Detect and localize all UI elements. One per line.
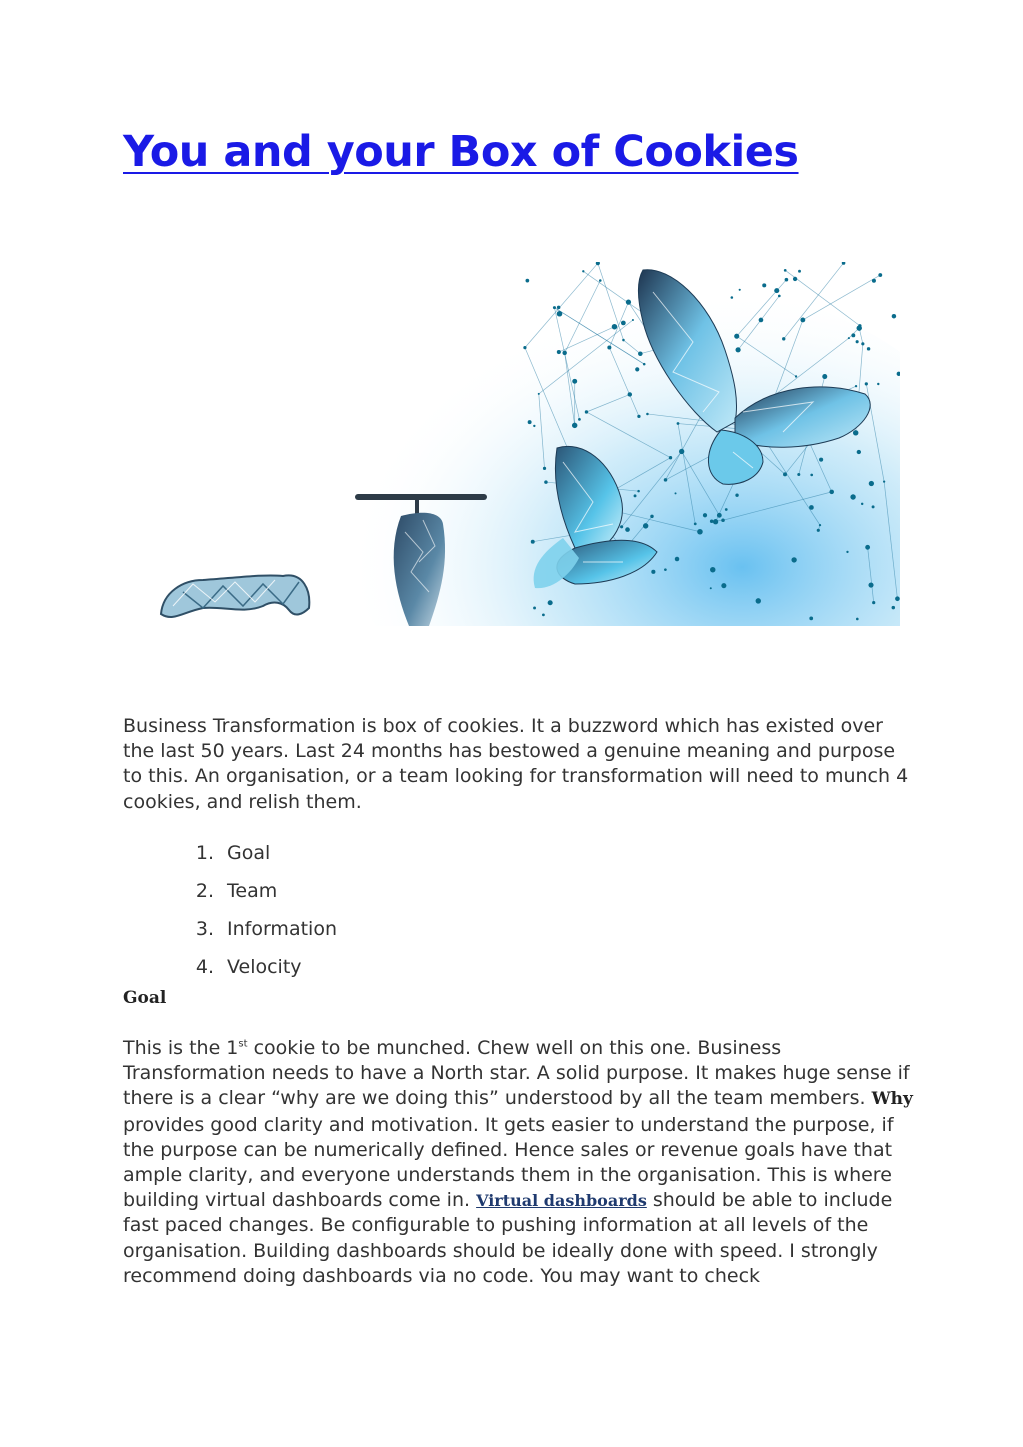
list-label: Information	[227, 918, 337, 940]
list-item	[123, 872, 337, 910]
intro-paragraph: Business Transformation is box of cookies. It a buzzword which has existed over the last 50 years. Last 24 months has bestowed a genuine meaning and purpose to this. An organisation, or a team looking for transformation will need to munch 4 cookies, and relish them.	[123, 715, 909, 813]
list-number: 4.	[195, 956, 214, 978]
cookie-list	[123, 834, 337, 986]
hero-image	[123, 262, 900, 626]
list-item	[123, 948, 337, 986]
list-label: Velocity	[227, 956, 302, 978]
list-number: 1.	[195, 842, 214, 864]
list-number: 2.	[195, 880, 214, 902]
goal-text-3: provides good clarity and motivation. It gets easier to understand the purpose, if the purpose can be numerically defined. Hence sales or revenue goals have that ample clarity, and everyone understands them in the organisation. This is where building virtual dashboards come in.	[123, 1113, 894, 1212]
why-emphasis: Why	[871, 1089, 913, 1110]
goal-text-1: This is the 1	[123, 1037, 239, 1059]
list-number: 3.	[195, 918, 214, 940]
section-heading-goal: Goal	[123, 988, 167, 1008]
list-item	[123, 910, 337, 948]
virtual-dashboards-link[interactable]: Virtual dashboards	[476, 1191, 647, 1211]
transformation-illustration	[123, 262, 900, 626]
list-label: Team	[227, 880, 278, 902]
ordinal-superscript: st	[238, 1038, 248, 1050]
goal-text-2: cookie to be munched. Chew well on this one. Business Transformation needs to have a North star. A solid purpose. It makes huge sense if there is a clear “why are we doing this” understood by all the team members.	[123, 1037, 910, 1110]
list-label: Goal	[227, 842, 271, 864]
list-item	[123, 834, 337, 872]
goal-text-4: should be able to include fast paced changes. Be configurable to pushing information at all levels of the organisation. Building dashboards should be ideally done with speed. I strongly recommend doing dashboards via no code. You may want to check	[123, 1189, 893, 1287]
goal-paragraph	[123, 1036, 913, 1289]
article-title[interactable]: You and your Box of Cookies	[123, 127, 799, 177]
